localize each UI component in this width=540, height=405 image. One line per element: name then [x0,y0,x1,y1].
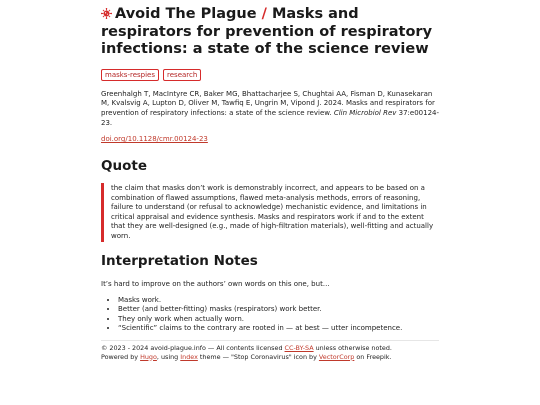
page [101,0,439,361]
copyright-suffix: unless otherwise noted. [313,343,392,352]
tag-list [101,69,439,81]
on-text: on Freepik. [354,352,392,361]
citation-text: Greenhalgh T, MacIntyre CR, Baker MG, Bhattacharjee S, Chughtai AA, Fisman D, Kunasekaran M, Kvalsvig A, Lupton D, Oliver M, Tawfiq E, Ungrin M, Vipond J. 2024. Masks and respirators for prevention of respiratory infections: a state of the science review. [101,89,435,117]
using-text: , using [156,352,181,361]
title-separator: / [261,6,267,22]
page-title [101,6,439,59]
list-item: • Masks work. [118,296,439,305]
powered-prefix: Powered by [101,352,141,361]
article-title: Masks and respirators for prevention of respiratory infections: a state of the science review [101,6,433,58]
footer [101,340,439,361]
doi-link[interactable]: doi.org/10.1128/cmr.00124-23 [101,135,208,144]
icon-author-link[interactable]: VectorCorp [318,352,355,361]
notes-heading: Interpretation Notes [101,253,258,270]
notes-intro: It’s hard to improve on the authors’ own words on this one, but… [101,280,330,289]
site-name-link[interactable]: Avoid The Plague [115,6,257,22]
hugo-link[interactable]: Hugo [140,352,157,361]
tag-research[interactable]: research [163,69,201,81]
citation-journal: Clin Microbiol Rev [333,108,397,117]
list-item: • They only work when actually worn. [118,315,439,324]
list-item: • Better (and better-fitting) masks (respirators) work better. [118,305,439,314]
citation [101,90,439,128]
theme-text: theme — "Stop Coronavirus" icon by [197,352,319,361]
theme-link[interactable]: Index [180,352,198,361]
footer-powered [101,353,439,362]
virus-icon [101,8,112,19]
footer-copyright [101,344,439,353]
quote-heading: Quote [101,158,147,175]
license-link[interactable]: CC-BY-SA [284,343,314,352]
list-item: • “Scientific” claims to the contrary are rooted in — at best — utter incompetence. [118,324,439,333]
tag-masks-respies[interactable]: masks-respies [101,69,159,81]
copyright-prefix: © 2023 - 2024 avoid-plague.info — All contents licensed [101,343,285,352]
citation-volume: 37:e00124-23. [101,108,440,127]
quote-block: the claim that masks don’t work is demonstrably incorrect, and appears to be based on a combination of flawed assumptions, flawed meta-analysis methods, errors of reasoning, failure to understand (or refusal to acknowledge) mechanistic evidence, and limitations in critical appraisal and evidence synthesis. Masks and respirators work if and to the extent that they are well-designed (e.g., made of high-filtration materials), well-fitting and actually worn. [101,183,439,242]
notes-list [101,296,439,333]
